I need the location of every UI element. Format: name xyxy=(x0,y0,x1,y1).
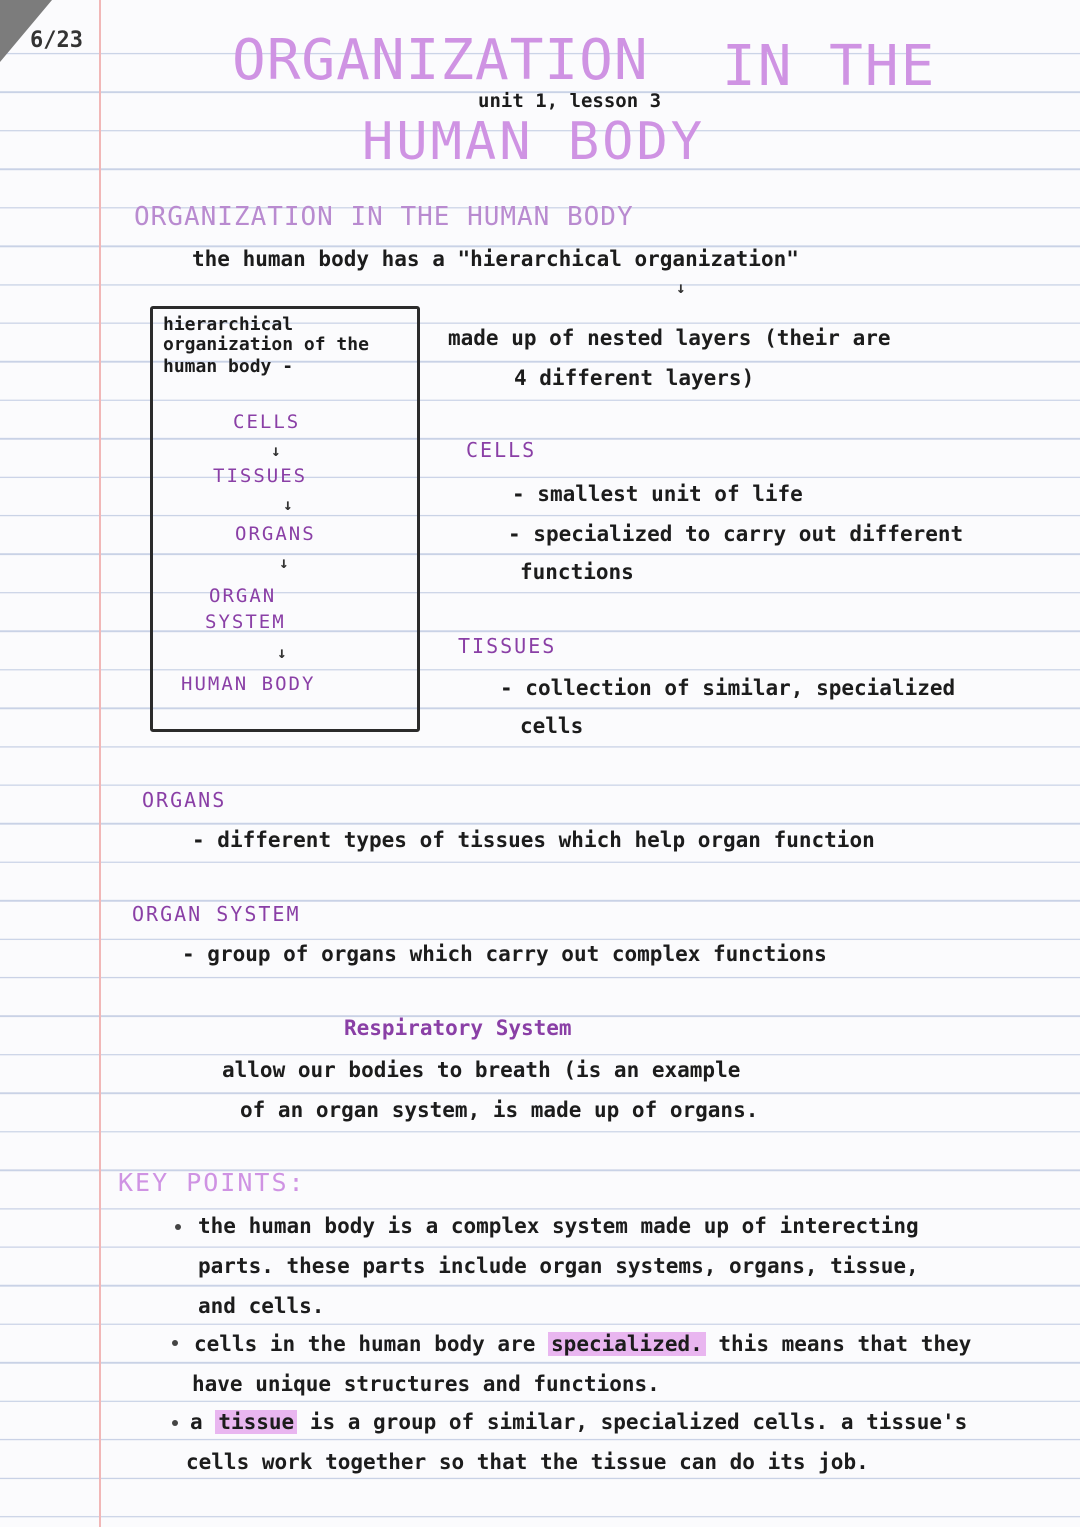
tissues-heading: TISSUES xyxy=(458,634,557,658)
arrow-down-icon: ↓ xyxy=(676,278,686,297)
level-human-body: HUMAN BODY xyxy=(181,673,316,695)
section-title: ORGANIZATION IN THE HUMAN BODY xyxy=(134,202,634,232)
key-point2-line1 xyxy=(194,1332,971,1356)
arrow-down-icon: ↓ xyxy=(279,553,289,572)
key-point1-line3: and cells. xyxy=(198,1294,325,1318)
cells-bullet1-text: smallest unit of life xyxy=(537,482,803,506)
arrow-down-icon: ↓ xyxy=(283,495,293,514)
key-point2-line2: have unique structures and functions. xyxy=(192,1372,660,1396)
key-point3-post: is a group of similar, specialized cells. a tissue's xyxy=(309,1410,968,1434)
box-label-line1: hierarchical xyxy=(163,314,294,335)
tissues-bullet1: - collection of similar, specialized xyxy=(500,676,956,700)
level-tissues: TISSUES xyxy=(213,465,308,487)
organ-system-heading: ORGAN SYSTEM xyxy=(132,902,301,926)
nested-line1: made up of nested layers (their are xyxy=(448,326,891,350)
organs-bullet1-text: different types of tissues which help organ function xyxy=(217,828,875,852)
tissues-bullet1-cont: cells xyxy=(520,714,584,738)
title-line1-left: ORGANIZATION xyxy=(232,28,649,93)
margin-line xyxy=(99,0,101,1527)
highlight-tissue: tissue xyxy=(215,1410,297,1434)
key-point3-line2: cells work together so that the tissue can do its job. xyxy=(186,1450,869,1474)
cells-heading: CELLS xyxy=(466,438,537,462)
bullet-dot xyxy=(172,1340,178,1346)
highlight-specialized: specialized. xyxy=(548,1332,706,1356)
title-line1-right: IN THE xyxy=(722,34,937,99)
bullet-dot xyxy=(175,1224,181,1230)
cells-bullet1: - smallest unit of life xyxy=(512,482,803,506)
key-point2-pre: cells in the human body are xyxy=(194,1332,536,1356)
key-point3-pre: a xyxy=(190,1410,203,1434)
cells-bullet2: - specialized to carry out different xyxy=(508,522,964,546)
hierarchy-box xyxy=(150,306,420,732)
title-line2: HUMAN BODY xyxy=(362,112,706,172)
key-point2-post: this means that they xyxy=(718,1332,972,1356)
level-organs: ORGANS xyxy=(235,523,316,545)
level-organ: ORGAN xyxy=(209,585,277,607)
respiratory-line2: of an organ system, is made up of organs. xyxy=(240,1098,759,1122)
respiratory-heading: Respiratory System xyxy=(344,1016,572,1040)
key-point1-line2: parts. these parts include organ systems, organs, tissue, xyxy=(198,1254,919,1278)
organ-system-bullet1: - group of organs which carry out complex functions xyxy=(182,942,827,966)
box-label-line2: organization of the xyxy=(163,334,369,355)
level-cells: CELLS xyxy=(233,411,301,433)
key-point3-line1 xyxy=(190,1410,967,1434)
tissues-bullet1-text: collection of similar, specialized xyxy=(525,676,956,700)
key-point1-line1: the human body is a complex system made up of interecting xyxy=(198,1214,919,1238)
bullet-dot xyxy=(172,1420,178,1426)
box-label-line3: human body - xyxy=(163,356,294,377)
organs-bullet1: - different types of tissues which help organ function xyxy=(192,828,875,852)
nested-line2: 4 different layers) xyxy=(514,366,755,390)
key-points-heading: KEY POINTS: xyxy=(118,1168,306,1197)
date: 6/23 xyxy=(30,28,83,53)
organ-system-bullet1-text: group of organs which carry out complex functions xyxy=(207,942,827,966)
intro-text: the human body has a "hierarchical organization" xyxy=(192,247,799,271)
respiratory-line1: allow our bodies to breath (is an example xyxy=(222,1058,741,1082)
arrow-down-icon: ↓ xyxy=(277,643,287,662)
level-system: SYSTEM xyxy=(205,611,286,633)
arrow-down-icon: ↓ xyxy=(271,441,281,460)
cells-bullet2-cont: functions xyxy=(520,560,634,584)
organs-heading: ORGANS xyxy=(142,788,227,812)
subtitle: unit 1, lesson 3 xyxy=(478,90,662,112)
cells-bullet2-text: specialized to carry out different xyxy=(533,522,964,546)
